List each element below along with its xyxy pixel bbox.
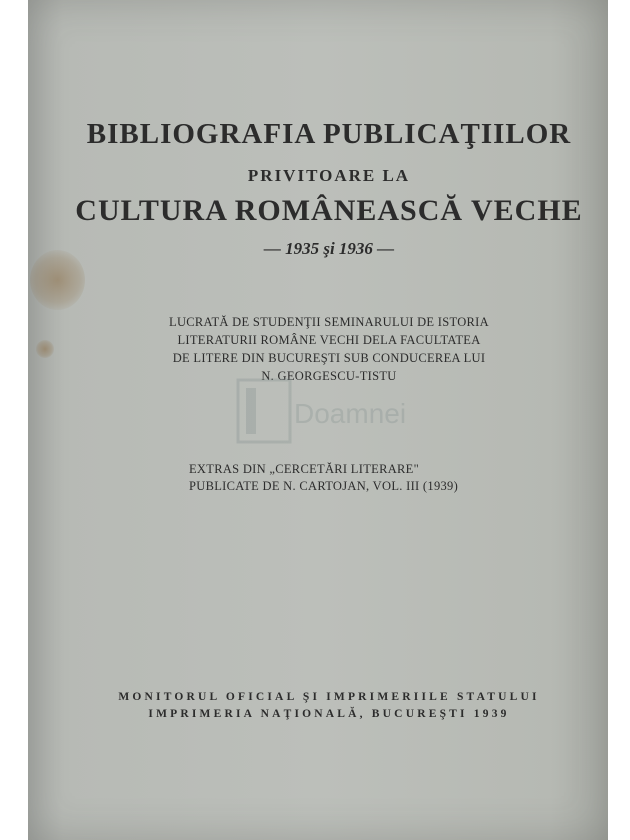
imprint-line: IMPRIMERIA NAŢIONALĂ, BUCUREŞTI 1939 — [148, 708, 510, 720]
title-years: — 1935 şi 1936 — — [263, 239, 395, 258]
bookstore-logo-icon — [236, 378, 296, 448]
description-line: LUCRATĂ DE STUDENŢII SEMINARULUI DE ISTORIA — [169, 315, 489, 329]
imprint-line: MONITORUL OFICIAL ŞI IMPRIMERIILE STATULUI — [118, 691, 540, 703]
extras-line: PUBLICATE DE N. CARTOJAN, VOL. III (1939) — [189, 479, 459, 493]
title-line-2: PRIVITOARE LA — [247, 166, 411, 185]
watermark — [236, 378, 406, 448]
watermark-text: Doamnei — [294, 398, 407, 429]
title-line-1: BIBLIOGRAFIA PUBLICAŢIILOR — [86, 118, 572, 150]
extras-line: EXTRAS DIN „CERCETĂRI LITERARE" — [189, 462, 420, 476]
publisher-imprint — [28, 689, 608, 723]
extras-note — [189, 461, 458, 495]
title-line-3: CULTURA ROMÂNEASCĂ VECHE — [75, 194, 583, 227]
description-line: N. GEORGESCU-TISTU — [261, 369, 397, 383]
paper-stain — [30, 250, 85, 310]
book-cover-page — [28, 0, 608, 840]
description-block — [28, 313, 608, 385]
description-line: DE LITERE DIN BUCUREŞTI SUB CONDUCEREA LUI — [172, 351, 486, 365]
description-line: LITERATURII ROMÂNE VECHI DELA FACULTATEA — [177, 333, 481, 347]
